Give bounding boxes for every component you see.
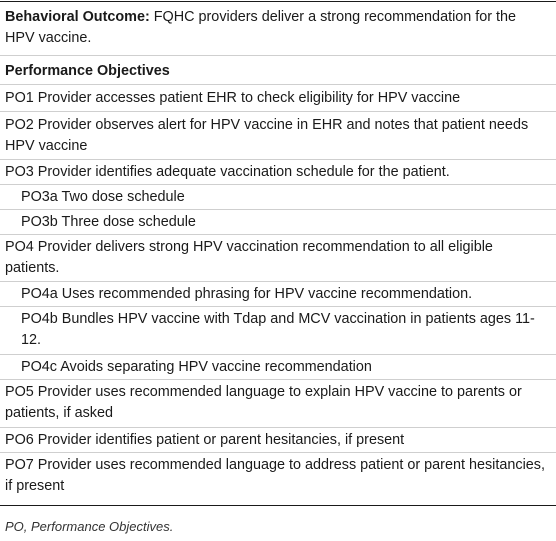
table-row-po7 [0,453,556,505]
objective-text: PO3a Two dose schedule [21,189,185,205]
table-row-po2 [0,112,556,160]
table-row-po4 [0,235,556,282]
objective-text: PO7 Provider uses recommended language to address patient or parent hesitancies, if present [5,457,545,494]
objective-text: PO6 Provider identifies patient or parent hesitancies, if present [5,432,405,448]
table-row-po4b [0,307,556,355]
objective-text: PO3 Provider identifies adequate vaccination schedule for the patient. [5,164,450,180]
table-row-po3 [0,160,556,185]
table-row-po5 [0,380,556,428]
behavioral-outcome-label: Behavioral Outcome: [5,9,150,25]
table-bottom-rule [0,505,556,506]
table-footnote: PO, Performance Objectives. [5,519,174,534]
table-row-po3b [0,210,556,235]
table-row-po1 [0,85,556,112]
performance-objectives-heading-row [0,56,556,85]
table-row-po4a [0,282,556,307]
table-row-po6 [0,428,556,453]
behavioral-outcome-text: FQHC providers deliver a strong recommendation for the HPV vaccine. [5,9,517,46]
objective-text: PO4c Avoids separating HPV vaccine recommendation [21,359,372,375]
objective-text: PO2 Provider observes alert for HPV vaccine in EHR and notes that patient needs HPV vaccine [5,117,529,154]
objective-text: PO3b Three dose schedule [21,214,196,230]
objective-text: PO1 Provider accesses patient EHR to check eligibility for HPV vaccine [5,90,461,106]
performance-objectives-heading: Performance Objectives [5,63,170,79]
objective-text: PO4a Uses recommended phrasing for HPV vaccine recommendation. [21,286,473,302]
table-row-po4c [0,355,556,380]
objective-text: PO5 Provider uses recommended language to explain HPV vaccine to parents or patients, if asked [5,384,522,421]
behavioral-outcome-cell [5,7,548,49]
objective-text: PO4b Bundles HPV vaccine with Tdap and MCV vaccination in patients ages 11-12. [21,311,535,348]
behavioral-outcome-row [0,1,556,56]
table-row-po3a [0,185,556,210]
objective-text: PO4 Provider delivers strong HPV vaccination recommendation to all eligible patients. [5,239,493,276]
